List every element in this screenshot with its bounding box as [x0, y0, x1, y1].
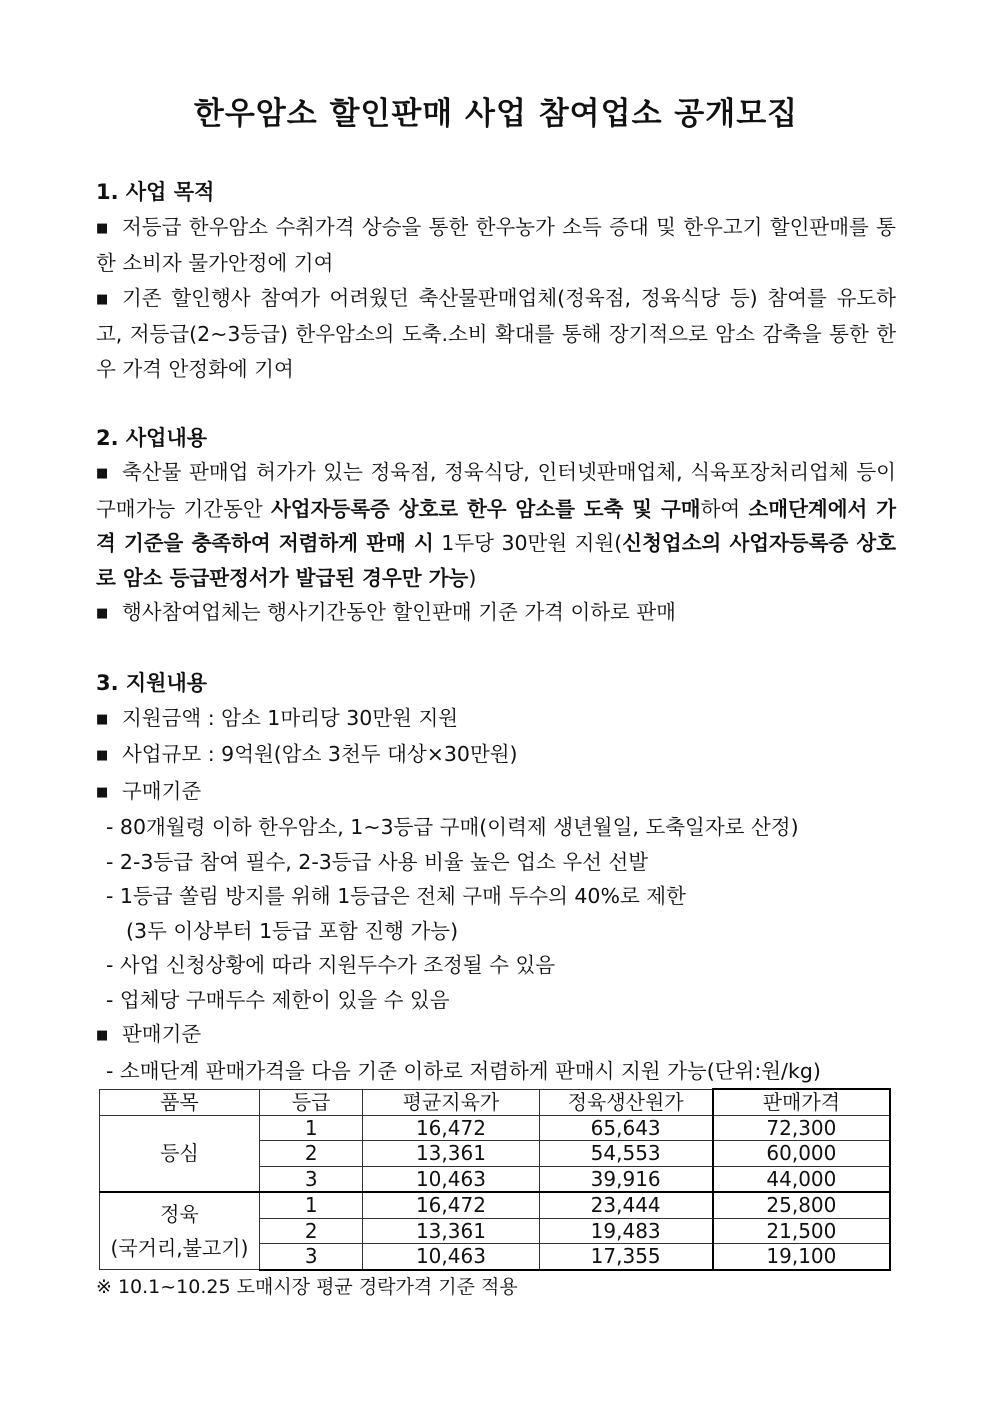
support-amount: ■ 지원금액 : 암소 1마리당 30만원 지원 [96, 701, 896, 738]
square-bullet-icon: ■ [96, 291, 109, 307]
column-header: 평균지육가 [363, 1089, 539, 1115]
grade-cell: 3 [260, 1166, 363, 1192]
section-3-heading: 3. 지원내용 [96, 671, 208, 695]
sale-price-cell: 72,300 [713, 1115, 890, 1141]
grade-cell: 2 [260, 1141, 363, 1167]
square-bullet-icon: ■ [96, 220, 109, 236]
project-scale: ■ 사업규모 : 9억원(암소 3천두 대상×30만원) [96, 737, 896, 774]
column-header: 품목 [100, 1089, 260, 1115]
purchase-criteria-item: - 사업 신청상황에 따라 지원두수가 조정될 수 있음 [106, 953, 556, 977]
purchase-criteria-item: - 80개월령 이하 한우암소, 1~3등급 구매(이력제 생년월일, 도축일자로 산정) [106, 815, 799, 839]
avg-price-cell: 13,361 [363, 1141, 539, 1167]
sale-price-cell: 44,000 [713, 1166, 890, 1192]
sales-criteria-item: - 소매단계 판매가격을 다음 기준 이하로 저렴하게 판매시 지원 가능(단위:원/kg) [106, 1058, 821, 1083]
sale-price-cell: 19,100 [713, 1244, 890, 1270]
purchase-criteria-item: - 1등급 쏠림 방지를 위해 1등급은 전체 구매 두수의 40%로 제한 [106, 884, 686, 908]
square-bullet-icon: ■ [96, 711, 109, 727]
table-header-row [100, 1089, 891, 1115]
square-bullet-icon: ■ [96, 606, 109, 621]
cost-cell: 54,553 [539, 1141, 713, 1167]
cost-cell: 39,916 [539, 1166, 713, 1192]
item-cell [100, 1192, 260, 1270]
item-subname: (국거리,불고기) [110, 1236, 249, 1260]
column-header: 등급 [260, 1089, 363, 1115]
column-header: 판매가격 [713, 1089, 890, 1115]
avg-price-cell: 16,472 [363, 1115, 539, 1141]
purchase-criteria-item-continued: (3두 이상부터 1등급 포함 진행 가능) [126, 918, 459, 943]
item-name: 정육 [160, 1202, 199, 1226]
sales-criteria-heading: ■ 판매기준 [96, 1017, 896, 1054]
avg-price-cell: 10,463 [363, 1166, 539, 1192]
square-bullet-icon: ■ [96, 784, 109, 800]
square-bullet-icon: ■ [96, 748, 109, 763]
table-row [100, 1192, 891, 1218]
cost-cell: 23,444 [539, 1192, 713, 1218]
section-1-paragraph-1: ■ 저등급 한우암소 수취가격 상승을 통한 한우농가 소득 증대 및 한우고기 할인판매를 통한 소비자 물가안정에 기여 [96, 210, 896, 281]
square-bullet-icon: ■ [96, 466, 109, 481]
footnote: ※ 10.1~10.25 도매시장 평균 경락가격 기준 적용 [96, 1276, 518, 1298]
cost-cell: 17,355 [539, 1244, 713, 1270]
section-1-paragraph-2: ■ 기존 할인행사 참여가 어려웠던 축산물판매업체(정육점, 정육식당 등) 참여를 유도하고, 저등급(2~3등급) 한우암소의 도축.소비 확대를 통해 장기적으로 암소 감축을 통한 한우 가격 안정화에 기여 [96, 281, 896, 387]
section-2-heading: 2. 사업내용 [96, 425, 208, 450]
grade-cell: 2 [260, 1218, 363, 1244]
price-table [99, 1088, 891, 1271]
section-1-heading: 1. 사업 목적 [96, 180, 215, 204]
section-2-paragraph-2: ■ 행사참여업체는 행사기간동안 할인판매 기준 가격 이하로 판매 [96, 595, 896, 632]
cost-cell: 65,643 [539, 1115, 713, 1141]
sale-price-cell: 60,000 [713, 1141, 890, 1167]
square-bullet-icon: ■ [96, 1028, 109, 1043]
cost-cell: 19,483 [539, 1218, 713, 1244]
grade-cell: 1 [260, 1115, 363, 1141]
document-body [96, 175, 896, 1088]
avg-price-cell: 13,361 [363, 1218, 539, 1244]
purchase-criteria-item: - 업체당 구매두수 제한이 있을 수 있음 [106, 987, 450, 1012]
avg-price-cell: 10,463 [363, 1244, 539, 1270]
section-2-paragraph-1: ■ 축산물 판매업 허가가 있는 정육점, 정육식당, 인터넷판매업체, 식육포장처리업체 등이 구매가능 기간동안 사업자등록증 상호로 한우 암소를 도축 및 구매하여 소매단계에서 가격 기준을 충족하여 저렴하게 판매 시 1두당 30만원 지원(신청업소의 사업자등록증 상호로 암소 등급판정서가 발급된 경우만 가능) [96, 455, 896, 595]
purchase-criteria-item: - 2-3등급 참여 필수, 2-3등급 사용 비율 높은 업소 우선 선발 [106, 849, 649, 874]
avg-price-cell: 16,472 [363, 1192, 539, 1218]
page-title: 한우암소 할인판매 사업 참여업소 공개모집 [193, 96, 799, 132]
sale-price-cell: 21,500 [713, 1218, 890, 1244]
grade-cell: 3 [260, 1244, 363, 1270]
column-header: 정육생산원가 [539, 1089, 713, 1115]
grade-cell: 1 [260, 1192, 363, 1218]
item-cell: 등심 [100, 1115, 260, 1192]
sale-price-cell: 25,800 [713, 1192, 890, 1218]
purchase-criteria-heading: ■ 구매기준 [96, 774, 896, 811]
table-row [100, 1115, 891, 1141]
